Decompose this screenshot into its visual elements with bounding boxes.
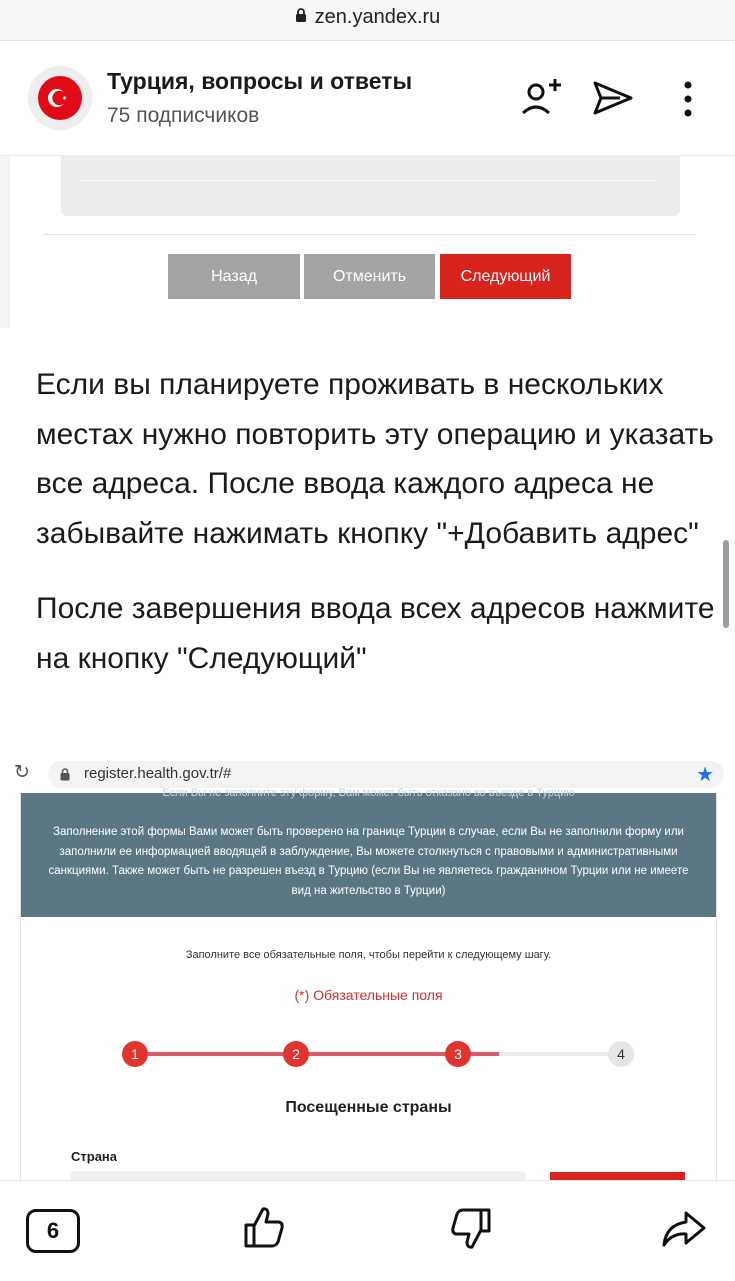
next-button[interactable]: Следующий: [440, 254, 571, 299]
browser-url-bar[interactable]: [0, 0, 735, 41]
form-panel: [10, 156, 735, 328]
address-text: register.health.gov.tr/#: [84, 765, 232, 782]
section-title: Посещенные страны: [285, 1099, 452, 1116]
subscriber-count: 75 подписчиков: [107, 104, 260, 127]
more-options-icon[interactable]: [683, 81, 693, 117]
channel-header: [0, 41, 735, 156]
bookmark-star-icon[interactable]: ★: [696, 764, 714, 786]
required-fields-note: (*) Обязательные поля: [294, 987, 443, 1003]
country-select[interactable]: [71, 1171, 525, 1180]
share-icon[interactable]: [592, 80, 634, 116]
bottom-action-bar: [0, 1180, 735, 1281]
url-text: zen.yandex.ru: [314, 6, 441, 28]
warning-banner: [21, 787, 716, 917]
turkey-flag-icon: [38, 76, 82, 120]
like-icon[interactable]: [243, 1205, 285, 1249]
repost-arrow-icon[interactable]: [660, 1209, 708, 1249]
address-bar[interactable]: [48, 761, 724, 788]
banner-cut-text: Если Вы не заполните эту форму, Вам может быть отказано во въезде в Турцию: [162, 787, 575, 799]
article-body: [36, 360, 716, 709]
channel-avatar[interactable]: [28, 66, 92, 130]
scrollbar[interactable]: [723, 540, 729, 628]
divider: [43, 234, 696, 235]
form-screenshot-top: [0, 156, 735, 328]
comments-button[interactable]: 6: [26, 1209, 80, 1253]
reload-icon[interactable]: ↻: [14, 762, 30, 783]
step-4[interactable]: 4: [608, 1041, 634, 1067]
step-3[interactable]: 3: [445, 1041, 471, 1067]
channel-title[interactable]: Турция, вопросы и ответы: [107, 68, 413, 94]
back-button[interactable]: Назад: [168, 254, 300, 299]
dislike-icon[interactable]: [450, 1207, 492, 1251]
paragraph: Если вы планируете проживать в нескольких местах нужно повторить эту операцию и указать все адреса. После ввода каждого адреса не забывайте нажимать кнопку "+Добавить адрес": [36, 368, 714, 550]
lock-icon: [60, 768, 70, 781]
cancel-button[interactable]: Отменить: [304, 254, 435, 299]
url-display[interactable]: [0, 6, 735, 29]
progress-track: [135, 1052, 620, 1056]
step-2[interactable]: 2: [283, 1041, 309, 1067]
lock-icon: [295, 8, 307, 23]
banner-text: Заполнение этой формы Вами может быть проверено на границе Турции в случае, если Вы не заполнили форму или заполнили ее информацией вводящей в заблуждение, Вы можете столкнуться с правовыми и административными санкциями. Также может быть не разрешен въезд в Турцию (если Вы не являетесь гражданином Турции или не имеете вид на жительство в Турции): [48, 826, 689, 897]
form-screenshot-bottom: [0, 755, 735, 1180]
form-field-area: [61, 156, 680, 216]
add-country-button[interactable]: [550, 1172, 685, 1180]
paragraph: После завершения ввода всех адресов нажмите на кнопку "Следующий": [36, 592, 715, 675]
registration-page: [20, 787, 717, 1180]
country-label: Страна: [71, 1149, 118, 1164]
hint-text: Заполните все обязательные поля, чтобы перейти к следующему шагу.: [185, 949, 552, 961]
step-1[interactable]: 1: [122, 1041, 148, 1067]
subscribe-icon[interactable]: [519, 77, 565, 119]
